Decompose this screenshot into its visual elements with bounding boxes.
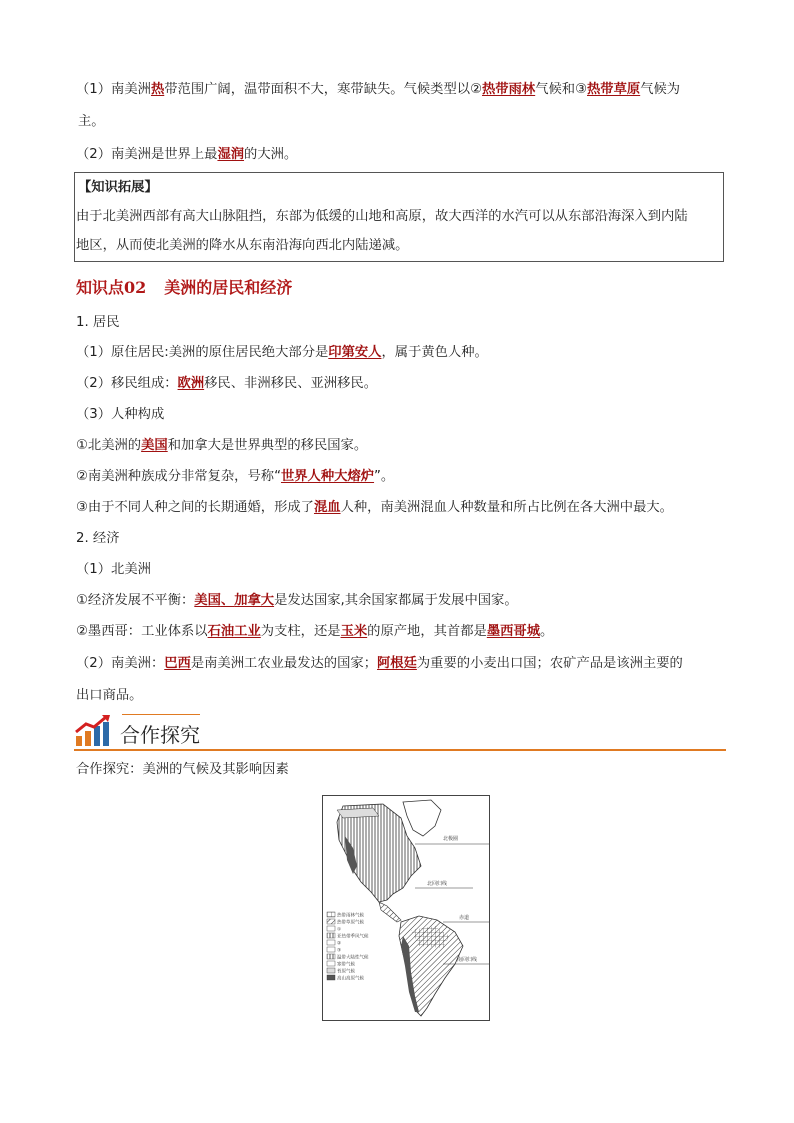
knowledge-point-number: 知识点02 (76, 278, 147, 297)
text: 和加拿大是世界典型的移民国家。 (167, 438, 368, 453)
map-legend (327, 912, 369, 982)
label-tropic-capricorn: 南回归线 (457, 957, 478, 963)
text: 气候和③ (535, 82, 587, 97)
bar-chart-icon (74, 714, 114, 748)
residents-line-5 (76, 467, 394, 487)
answer-mixed: 混血 (313, 500, 341, 515)
cooperation-subtitle: 合作探究：美洲的气候及其影响因素 (76, 762, 289, 777)
header-top-rule (122, 714, 200, 715)
text: ③由于不同人种之间的长期通婚，形成了 (76, 500, 314, 515)
text: ②墨西哥：工业体系以 (76, 624, 208, 639)
text: 是发达国家,其余国家都属于发展中国家。 (274, 593, 518, 608)
answer-humid: 湿润 (217, 147, 245, 162)
legend-item: 苔原气候 (337, 969, 355, 975)
answer-europe: 欧洲 (177, 376, 205, 391)
knowledge-box-line-2: 地区，从而使北美洲的降水从东南沿海向西北内陆递减。 (76, 238, 409, 253)
answer-usa-2: 美国 (194, 593, 221, 608)
residents-line-6 (76, 498, 673, 518)
label-arctic-circle: 北极圈 (443, 836, 459, 842)
text: （1）南美洲 (76, 82, 151, 97)
legend-item: ② (337, 941, 342, 947)
economy-heading: 2. 经济 (76, 531, 120, 546)
sa-climate-line-2 (76, 145, 297, 165)
answer-mexico-city: 墨西哥城 (486, 624, 541, 639)
residents-line-2 (76, 374, 377, 394)
answer-hot: 热 (150, 82, 165, 97)
text: ，属于黄色人种。 (381, 345, 488, 360)
text: 气候为 (640, 82, 681, 97)
knowledge-box-line-1: 由于北美洲西部有高大山脉阻挡，东部为低缓的山地和高原，故大西洋的水汽可以从东部沿海深入到内陆 (76, 209, 688, 224)
economy-line-4 (76, 654, 683, 674)
answer-usa: 美国 (141, 438, 168, 453)
text: （2）南美洲： (76, 656, 165, 671)
answer-corn: 玉米 (340, 624, 368, 639)
economy-line-3 (76, 622, 553, 642)
text: 为支柱，还是 (260, 624, 341, 639)
americas-climate-map (322, 795, 490, 1021)
answer-argentina: 阿根廷 (377, 656, 417, 671)
legend-item: 亚热带季风气候 (337, 934, 369, 940)
header-divider (74, 749, 726, 751)
answer-canada: 加拿大 (234, 593, 275, 608)
residents-line-1 (76, 343, 488, 363)
legend-item: 寒带气候 (337, 962, 355, 968)
text: 的原产地，其首都是 (367, 624, 487, 639)
sa-climate-line-1b: 主。 (78, 114, 105, 129)
legend-item: 热带草原气候 (337, 920, 364, 926)
sa-climate-line-1 (76, 80, 680, 100)
knowledge-point-name: 美洲的居民和经济 (164, 278, 293, 297)
text: ①经济发展不平衡： (76, 593, 195, 608)
answer-indians: 印第安人 (328, 345, 382, 360)
answer-brazil: 巴西 (164, 656, 191, 671)
text: 带范围广阔，温带面积不大，寒带缺失。气候类型以② (164, 82, 482, 97)
legend-item: ③ (337, 948, 342, 954)
text: ①北美洲的 (76, 438, 142, 453)
economy-line-5: 出口商品。 (76, 688, 143, 703)
text: 的大洲。 (244, 147, 298, 162)
cooperation-section-header (74, 714, 726, 752)
legend-item: ① (337, 927, 342, 933)
residents-heading: 1. 居民 (76, 315, 120, 330)
legend-item: 热带雨林气候 (337, 913, 364, 919)
residents-line-3: （3）人种构成 (76, 407, 165, 422)
text: ②南美洲种族成分非常复杂，号称“ (76, 469, 281, 484)
cooperation-title: 合作探究 (120, 723, 200, 747)
knowledge-box-title: 【知识拓展】 (78, 180, 158, 195)
answer-melting-pot: 世界人种大熔炉 (280, 469, 375, 484)
residents-line-4 (76, 436, 367, 456)
central-america-shape (379, 902, 401, 922)
economy-line-1: （1）北美洲 (76, 562, 151, 577)
knowledge-point-title (76, 275, 292, 298)
answer-savanna: 热带草原 (587, 82, 641, 97)
map-drawing (323, 796, 489, 1020)
label-tropic-cancer: 北回归线 (427, 881, 448, 887)
economy-line-2 (76, 591, 518, 611)
text: 为重要的小麦出口国；农矿产品是该洲主要的 (416, 656, 683, 671)
text: 是南美洲工农业最发达的国家； (190, 656, 377, 671)
text: （2）南美洲是世界上最 (76, 147, 218, 162)
text: （1）原住居民:美洲的原住居民绝大部分是 (76, 345, 329, 360)
text: （2）移民组成： (76, 376, 178, 391)
text: ”。 (374, 469, 395, 484)
text: 移民、非洲移民、亚洲移民。 (204, 376, 377, 391)
answer-oil-industry: 石油工业 (207, 624, 261, 639)
answer-separator: 、 (220, 593, 235, 608)
text: 。 (540, 624, 554, 639)
text: 人种，南美洲混血人种数量和所占比例在各大洲中最大。 (340, 500, 673, 515)
label-equator: 赤道 (459, 915, 470, 921)
greenland-shape (403, 800, 441, 836)
legend-item: 温带大陆性气候 (337, 955, 369, 961)
legend-item: 高山高原气候 (337, 976, 364, 982)
tundra-zone (337, 808, 379, 818)
answer-rainforest: 热带雨林 (482, 82, 536, 97)
